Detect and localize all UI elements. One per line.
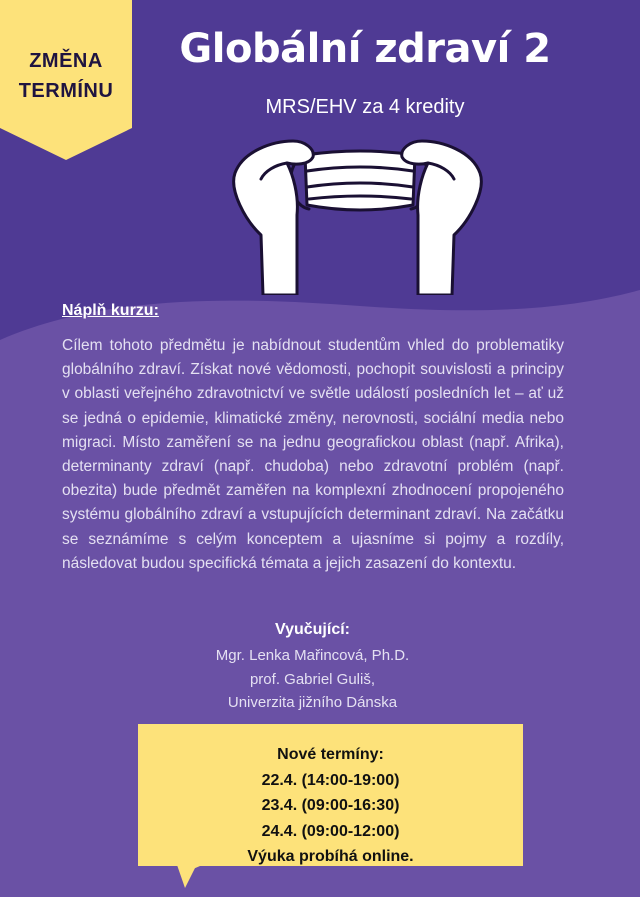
online-note: Výuka probíhá online. — [247, 848, 414, 865]
page-subtitle: MRS/EHV za 4 kredity — [265, 96, 465, 118]
badge-line-2: TERMÍNU — [18, 80, 114, 102]
face-mask-in-hands-icon — [225, 135, 490, 295]
instructor-name: Mgr. Lenka Mařincová, Ph.D. — [215, 647, 410, 664]
course-description: Cílem tohoto předmětu je nabídnout studentům vhled do problematiky globálního zdraví. Získat nové vědomosti, pochopit souvislosti a principy v oblasti veřejného zdravotnictví ve světle událostí posledních let – ať už se jedná o epidemie, klimatické změny, nerovnosti, sociální media nebo migraci. Místo zaměření se na jednu geografickou oblast (např. Afrika), determinanty zdraví (např. chudoba) nebo zdravotní problém (např. obezita) bude předmět zaměřen na komplexní zhodnocení propojeného systému globálního zdraví a vstupujících determinant zdraví. Na začátku se seznámíme s celým konceptem a ujasníme si pojmy a rozdíly, následovat budou specifická témata a jejich zasazení do kontextu. — [62, 337, 564, 572]
dates-callout — [138, 742, 523, 870]
date-item: 24.4. (09:00-12:00) — [261, 822, 400, 840]
instructors-heading: Vyučující: — [275, 621, 350, 638]
page-title: Globální zdraví 2 — [179, 26, 551, 72]
dates-heading: Nové termíny: — [277, 746, 384, 763]
date-item: 22.4. (14:00-19:00) — [261, 771, 400, 789]
badge-label — [0, 46, 132, 106]
date-item: 23.4. (09:00-16:30) — [261, 797, 400, 814]
course-heading: Náplň kurzu: — [62, 302, 159, 319]
instructor-affiliation: Univerzita jižního Dánska — [227, 694, 398, 711]
badge-line-1: ZMĚNA — [29, 50, 103, 72]
instructor-name: prof. Gabriel Guliš, — [249, 671, 376, 688]
